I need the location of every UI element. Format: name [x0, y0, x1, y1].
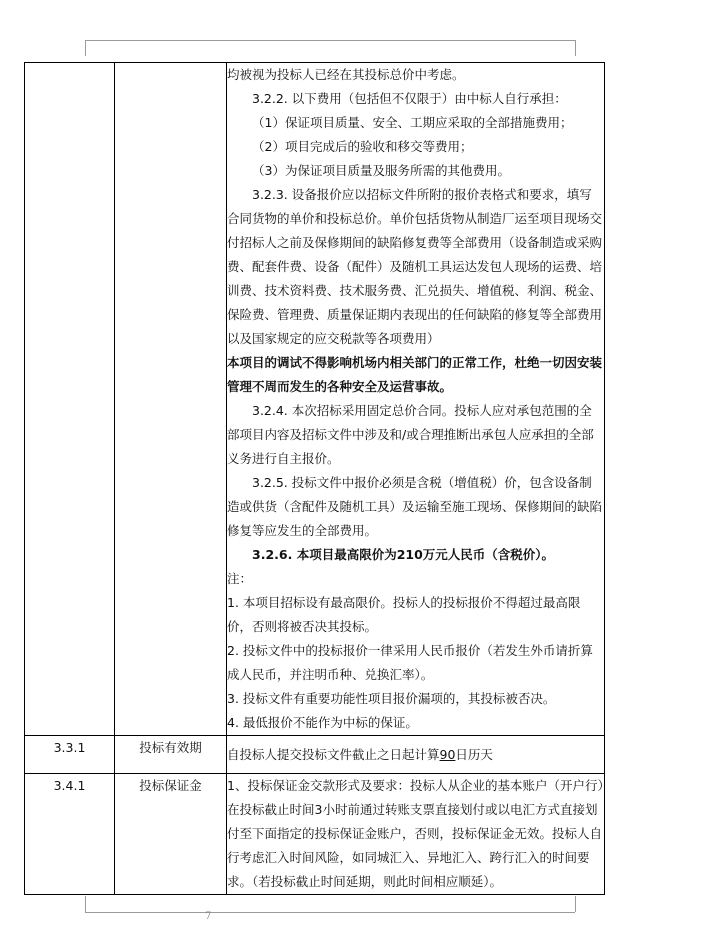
pricing-line-2: （1）保证项目质量、安全、工期应采取的全部措施费用；	[252, 115, 573, 130]
crop-mark-top	[85, 40, 575, 57]
crop-mark-bottom-right	[575, 896, 576, 912]
pricing-line-14: 4. 最低报价不能作为中标的保证。	[227, 715, 418, 730]
pricing-line-5: 3.2.3. 设备报价应以招标文件所附的报价表格式和要求，填写合同货物的单价和投标总价。单价包括货物从制造厂运至项目现场交付招标人之前及保修期间的缺陷修复费等全部费用（设备制造或采购费、配套件费、设备（配件）及随机工具运达发包人现场的运费、培训费、技术资料费、技术服务费、汇兑损失、增值税、利润、税金、保险费、管理费、质量保证期内表现出的任何缺陷的修复等全部费用以及国家规定的应交税款等各项费用）	[227, 187, 603, 346]
clause-number: 3.3.1	[25, 736, 115, 774]
pricing-line-7: 3.2.4. 本次招标采用固定总价合同。投标人应对承包范围的全部项目内容及招标文件中涉及和/或合理推断出承包人应承担的全部义务进行自主报价。	[227, 403, 594, 466]
table-row-3-3-1	[25, 736, 605, 774]
pricing-line-3: （2）项目完成后的验收和移交等费用；	[252, 139, 473, 154]
pricing-line-9: 3.2.6. 本项目最高限价为210万元人民币（含税价）。	[252, 547, 555, 562]
clause-number: 3.4.1	[25, 774, 115, 895]
pricing-line-8: 3.2.5. 投标文件中报价必须是含税（增值税）价，包含设备制造或供货（含配件及随机工具）及运输至施工现场、保修期间的缺陷修复等应发生的全部费用。	[227, 475, 603, 538]
crop-mark-bottom-left	[85, 896, 86, 912]
pricing-line-6: 本项目的调试不得影响机场内相关部门的正常工作，杜绝一切因安装管理不周而发生的各种安全及运营事故。	[227, 355, 603, 394]
pricing-line-1: 3.2.2. 以下费用（包括但不仅限于）由中标人自行承担：	[252, 91, 567, 106]
validity-days: 90	[439, 746, 456, 762]
pricing-line-4: （3）为保证项目质量及服务所需的其他费用。	[252, 163, 510, 178]
table-row-pricing	[25, 63, 605, 736]
clause-number-cell	[25, 63, 115, 736]
crop-mark-top-right	[575, 40, 576, 56]
crop-mark-top-left	[85, 40, 86, 56]
clause-content	[227, 774, 605, 895]
clause-content-cell	[227, 63, 605, 736]
clause-title-cell	[115, 63, 227, 736]
clause-title: 投标保证金	[115, 774, 227, 895]
validity-text-before: 自投标人提交投标文件截止之日起计算	[227, 746, 440, 762]
pricing-line-0: 均被视为投标人已经在其投标总价中考虑。	[227, 67, 465, 82]
pricing-line-12: 2. 投标文件中的投标报价一律采用人民币报价（若发生外币请折算成人民币，并注明币种、兑换汇率）。	[227, 643, 593, 682]
table-row-3-4-1	[25, 774, 605, 895]
validity-text-after: 日历天	[455, 746, 493, 762]
pricing-line-10: 注：	[227, 571, 253, 586]
clause-title: 投标有效期	[115, 736, 227, 774]
pricing-line-11: 1. 本项目招标设有最高限价。投标人的投标报价不得超过最高限价，否则将被否决其投标。	[227, 595, 581, 634]
deposit-text: 1、投标保证金交款形式及要求：投标人从企业的基本账户（开户行）在投标截止时间3小时前通过转账支票直接划付或以电汇方式直接划付至下面指定的投标保证金账户，否则，投标保证金无效。投标人自行考虑汇入时间风险，如同城汇入、异地汇入、跨行汇入的时间要求。（若投标截止时间延期，则此时间相应顺延）。	[227, 778, 604, 889]
clause-content	[227, 736, 605, 774]
page-number: 7	[205, 911, 212, 922]
pricing-line-13: 3. 投标文件有重要功能性项目报价漏项的，其投标被否决。	[227, 691, 556, 706]
crop-mark-bottom	[85, 912, 575, 913]
bid-terms-table	[24, 62, 605, 895]
